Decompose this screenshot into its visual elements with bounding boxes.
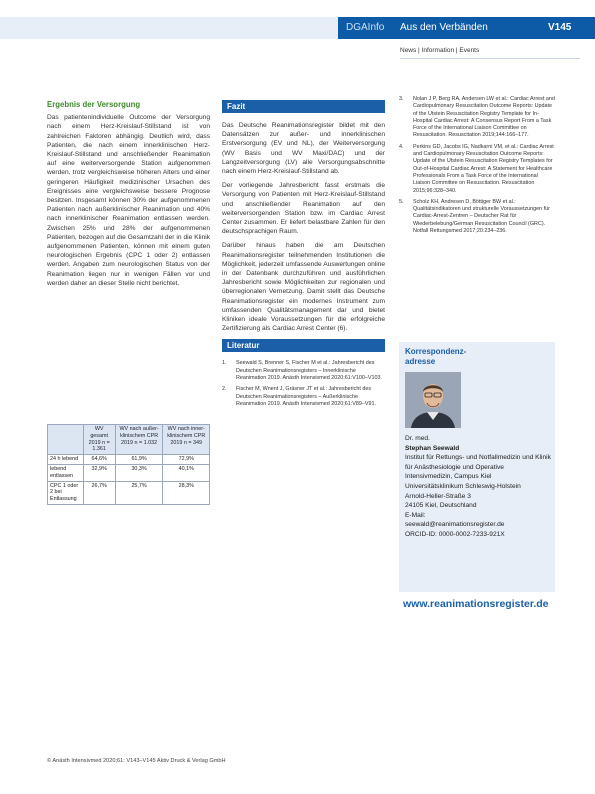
section-title: Aus den Verbänden [400,22,488,33]
fazit-paragraph: Darüber hinaus haben die am Deutschen Reanimationsregister teilnehmenden Institutionen die Möglichkeit, jederzeit umfassende Auswertungen online in der Datenbank durchzuführen und ausführlichen Jahresbericht sowie Möglichkeiten zur regionalen und überregionalen Vernetzung. Damit stellt das Deutsche Reanimationsregister ein modernes Instrument zum umfassenden Qualitätsmanagement dar und bietet Kliniken ideale Voraussetzungen für die erfolgreiche Zertifizierung als Cardiac Arrest Center (6). [222,242,385,333]
reference-item [399,144,555,195]
table-header-row [48,425,210,455]
fazit-paragraph: Das Deutsche Reanimationsregister bildet mit den Datensätzen zur außer- und innerklinischen Erstversorgung (EV und NL), der Weiterversorgung (WV Basis und WV Maxi/DAC) und der Langzeitversorgung (LV) alle Versorgungsabschnitte nach einem Herz-Kreislauf-Stillstand ab. [222,122,385,176]
table-row-label: CPC 1 oder 2 bei Entlassung [48,481,84,504]
column-1 [47,100,210,293]
fazit-heading: Fazit [222,100,385,113]
reference-text: Nolan J P, Berg RA, Andersen LW et al.: Cardiac Arrest and Cardiopulmonary Resuscitation Outcome Reports: Update of the Utstein Resuscitation Registry Template for In-Hospital Cardiac Arrest: A Consensus Report From a Task Force of the International Liaison Committee on Resuscitation. Resuscitation 2019;144:166–177. [413,96,555,139]
table-cell: 64,6% [83,455,115,465]
table-row [48,481,210,504]
reference-number: 4. [399,143,404,150]
page-footer: © Anästh Intensivmed 2020;61: V143–V145 Aktiv Druck & Verlag GmbH [47,758,226,764]
table-header-cell: WV nach inner-klinischem CPR 2019 n = 349 [163,425,210,455]
correspondence-heading: Korrespondenz-adresse [405,347,467,366]
table-row [48,455,210,465]
email-link[interactable]: seewald@reanimationsregister.de [405,521,505,529]
reference-item [399,199,555,235]
table-cell: 30,3% [115,464,163,481]
orcid-id: ORCID-ID: 0000-0002-7233-921X [405,530,505,538]
reference-number: 5. [399,198,404,205]
header-bar-pale [0,17,338,39]
reference-text: Seewald S, Brenner S, Fischer M et al.: Jahresbericht des Deutschen Reanimationsregisters – Innerklinische Reanimation 2019. Anästh Intensivmed 2020;61:V100–V103. [236,360,382,382]
reference-item [222,386,385,408]
reference-list [399,96,555,235]
reference-text: Perkins GD, Jacobs IG, Nadkarni VM, et al.: Cardiac Arrest and Cardiopulmonary Resuscitation Outcome Reports: Update of the Utstein Resuscitation Registry Templates for Out-of-Hospital Cardiac Arrest: A Statement for Healthcare Professionals From a Task Force of the International Liaison Committee on Resuscitation. Resuscitation 2015;96:328–340. [413,143,554,194]
address-line: Institut für Rettungs- und Notfallmedizin und Klinik für Anästhesiologie und Operative Intensivmedizin, Campus Kiel [405,454,551,481]
correspondence-box [399,342,555,592]
journal-title: DGAInfo [346,22,385,33]
page-number: V145 [548,22,572,33]
table-cell: 40,1% [163,464,210,481]
fazit-paragraph: Der vorliegende Jahresbericht fasst erstmals die Versorgung von Patienten mit Herz-Kreislauf-Stillstand und anschließender Reanimation auf den weiterversorgenden Station bzw. im Cardiac Arrest Center zusammen. Er liefert belastbare Zahlen für den deutschsprachigen Raum. [222,182,385,236]
table-header-cell: WV gesamt 2019 n = 1.361 [83,425,115,455]
reference-item [399,96,555,140]
literature-heading: Literatur [222,339,385,352]
outcome-table [47,424,210,505]
column-2 [222,100,385,412]
reference-number: 2. [222,386,227,393]
table-cell: 61,9% [115,455,163,465]
author-name: Stephan Seewald [405,444,460,452]
table-cell: 32,9% [83,464,115,481]
reference-number: 3. [399,96,404,102]
table-row-label: 24 h lebend [48,455,84,465]
header-subnav: News | Information | Events [400,47,480,54]
section-heading: Ergebnis der Versorgung [47,100,141,109]
table-cell: 26,7% [83,481,115,504]
page-header [0,0,595,40]
author-title: Dr. med. [405,435,430,442]
reference-number: 1. [222,360,227,367]
website-link[interactable]: www.reanimationsregister.de [403,598,549,610]
column-3 [399,96,555,239]
address-line: Arnold-Heller-Straße 3 [405,492,471,500]
table-cell: 28,3% [163,481,210,504]
table-cell: 25,7% [115,481,163,504]
table-header-cell [48,425,84,455]
address-line: Universitätsklinikum Schleswig-Holstein [405,482,521,490]
table-row-label: lebend entlassen [48,464,84,481]
correspondence-address [405,434,553,540]
table-header-cell: WV nach außer-klinischem CPR 2019 n = 1.032 [115,425,163,455]
author-photo [405,372,461,428]
email-label: E-Mail: [405,511,426,519]
reference-text: Fischer M, Wnent J, Gräsner JT et al.: Jahresbericht des Deutschen Reanimationsregisters – Außerklinische Reanimation 2019. Anästh Intensivmed 2020;61:V89–V91. [236,386,376,407]
author-portrait-icon [405,372,461,428]
header-rule [400,58,580,59]
header-bar [0,17,595,39]
reference-list [222,360,385,408]
reference-item [222,360,385,382]
body-paragraph: Das patientenindividuelle Outcome der Versorgung nach einem Herz-Kreislauf-Stillstand ist von zahlreichen Faktoren abhängig. Deutlich wird, dass Patienten, die nach einem innerklinischen Herz-Kreislauf-Stillstand und anschließender Reanimation auf eine weiterversorgende Station aufgenommen werden, trotz vergleichsweise höheren Alters und einer geringeren Häufigkeit medizinischer Ursachen des Ereignisses eine vergleichsweise bessere Prognose besitzen. Insgesamt können 30% der aufgenommenen Patienten nach außerklinischer Reanimation und 40% nach innerklinischer Reanimation entlassen werden. Zwischen 25% und 28% der aufgenommenen Patienten, bezogen auf die Gesamtzahl der in die Klinik aufgenommenen Patienten, können mit einem guten neurologischen Ergebnis (CPC 1 oder 2) entlassen werden. Angaben zum neurologischen Status von der Reanimation liegen nur in wenigen Fällen vor und werden daher an dieser Stelle nicht berichtet. [47,114,210,287]
table-cell: 72,9% [163,455,210,465]
table-row [48,464,210,481]
address-line: 24105 Kiel, Deutschland [405,502,477,510]
reference-text: Scholz KH, Andresen D, Böttiger BW et al.: Qualitätsindikatoren und strukturelle Voraussetzungen für Cardiac-Arrest-Zentren – Deutscher Rat für Wiederbelebung/German Resuscitation Council (GRC). Notfall Rettungsmed 2017;20:234–236. [413,198,550,235]
